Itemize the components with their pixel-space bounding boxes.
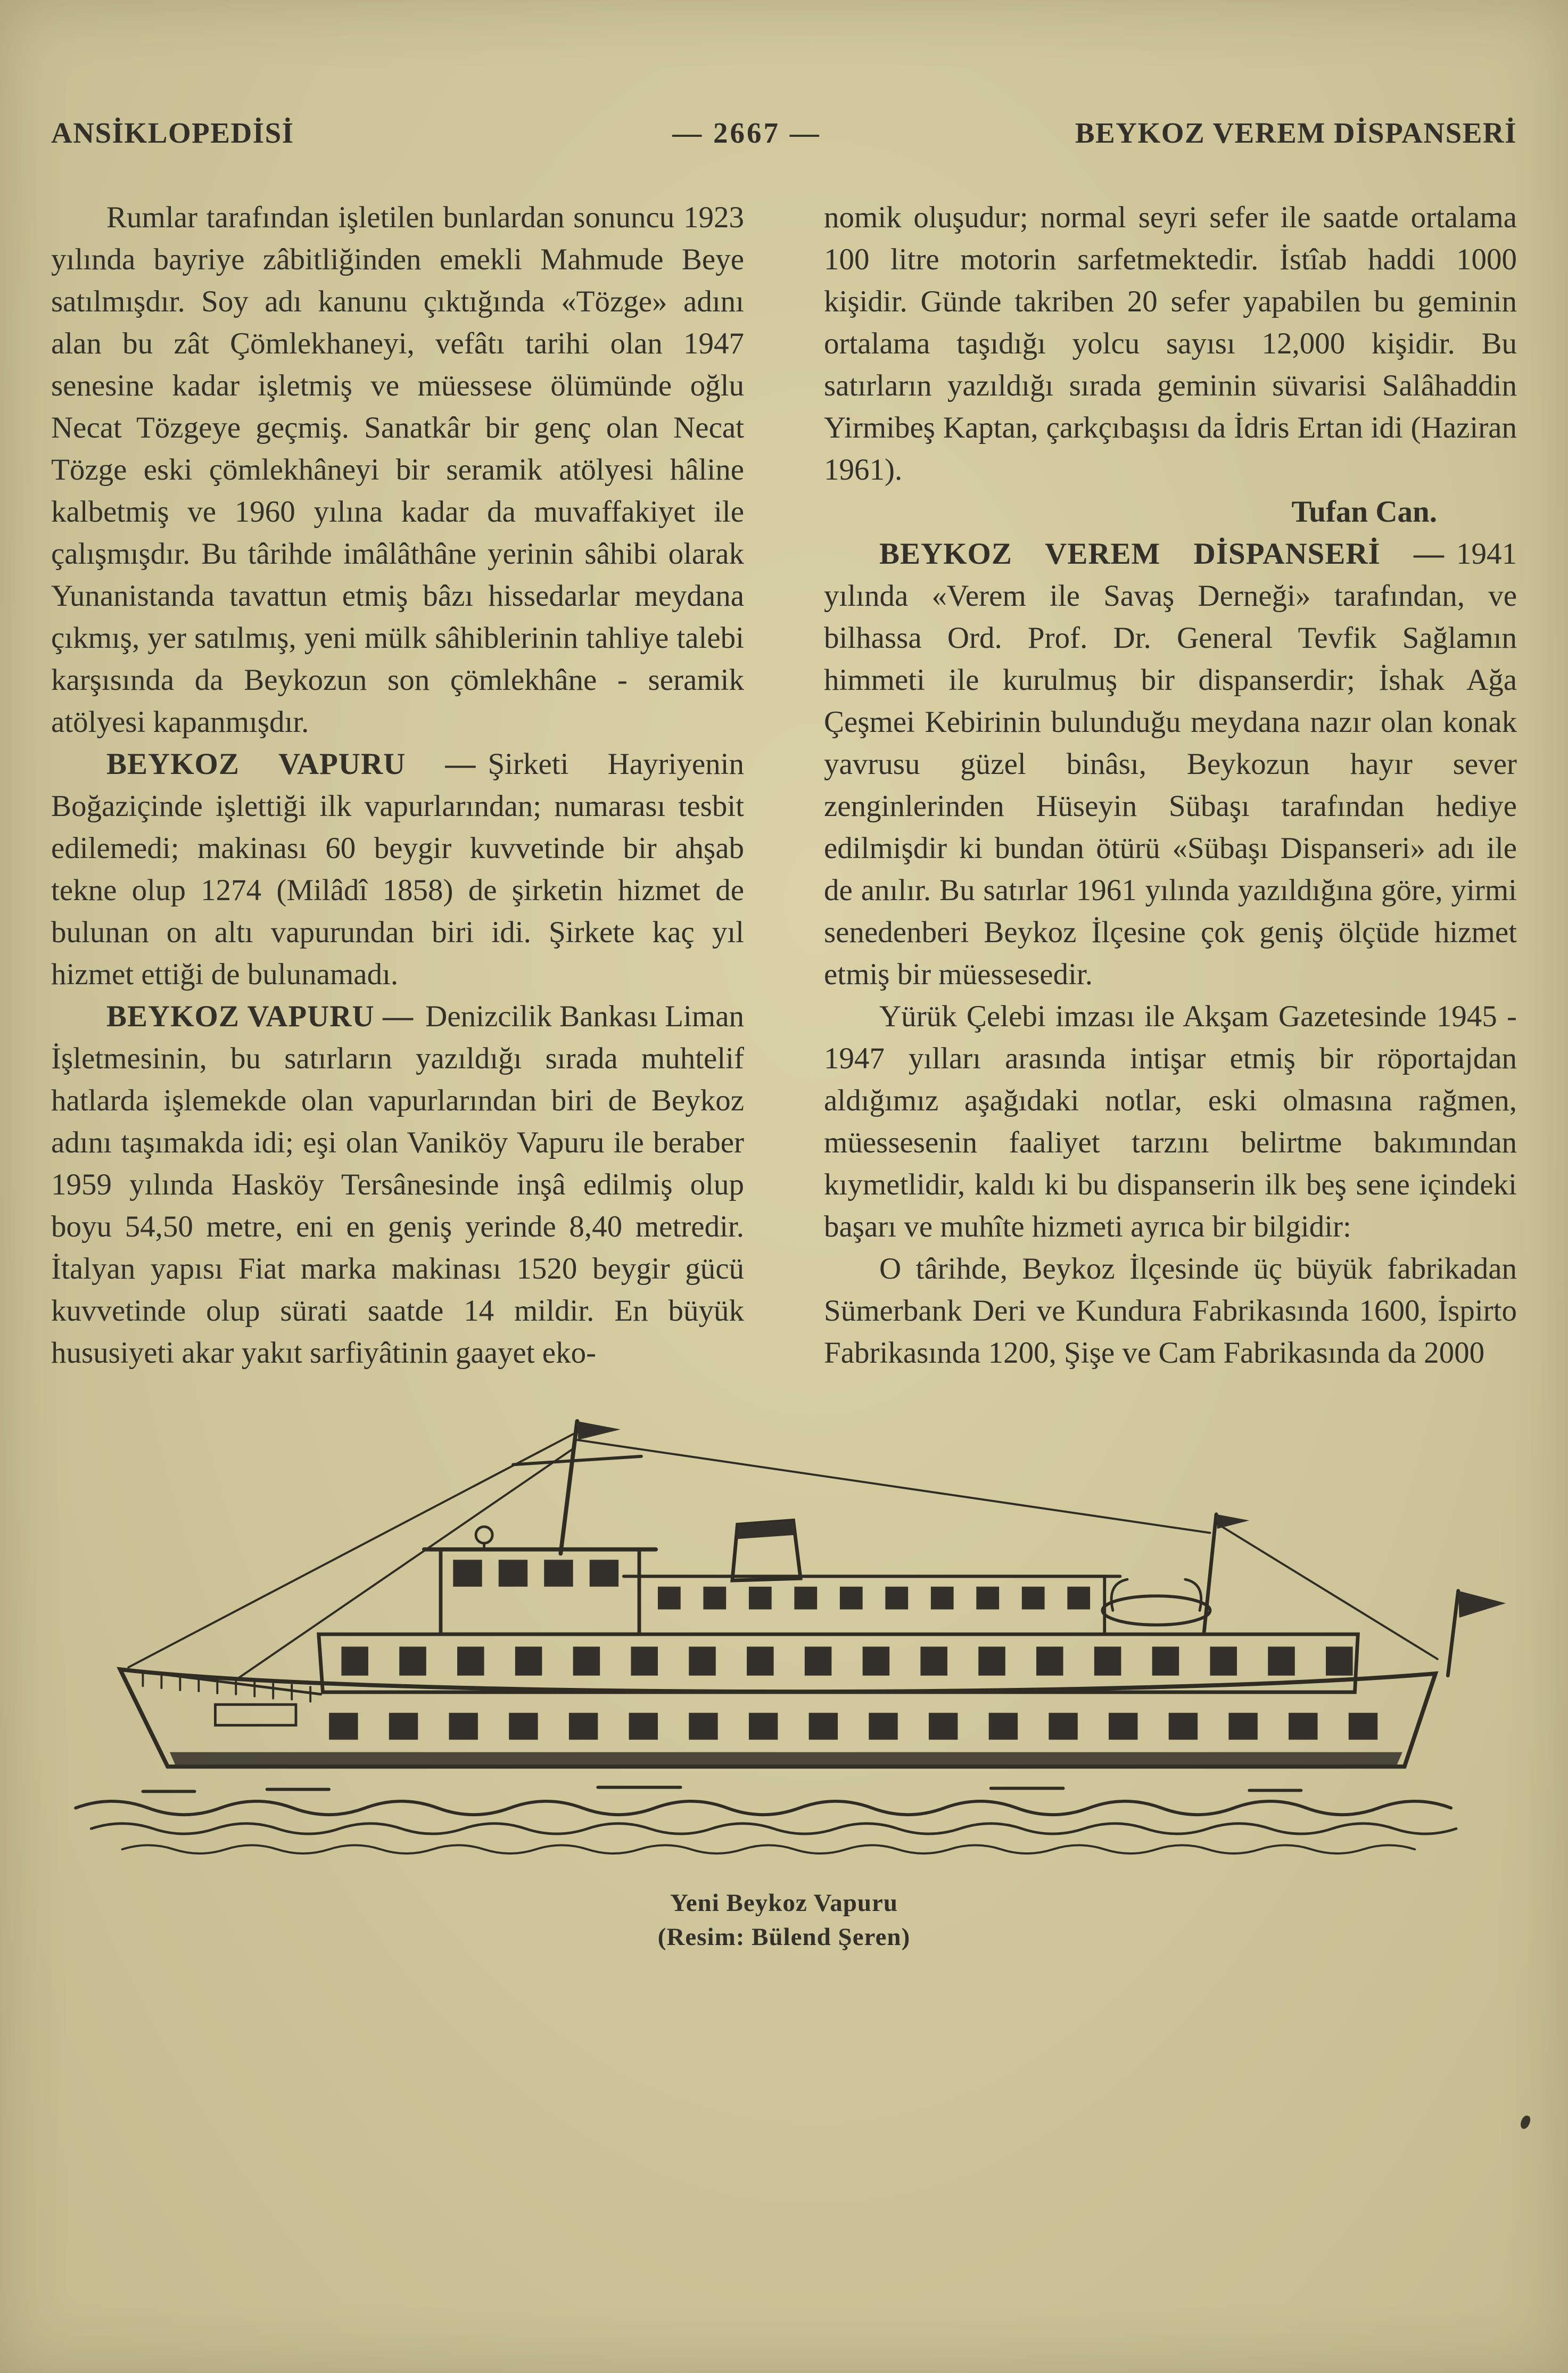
page-number: — 2667 — (672, 117, 821, 149)
upper-deck-cabin (624, 1576, 1120, 1634)
left-column (51, 196, 744, 1374)
stern-flag (1448, 1591, 1506, 1676)
figure-caption-credit: (Resim: Bülend Şeren) (657, 1923, 911, 1951)
funnel (732, 1520, 800, 1580)
paragraph-beykoz-vapuru-2 (51, 995, 744, 1374)
paragraph-beykoz-vapuru-1 (51, 743, 744, 995)
main-cabin-windows (341, 1646, 1352, 1675)
hull-portholes (329, 1713, 1377, 1740)
entry-title-beykoz-vapuru-1: BEYKOZ VAPURU — (106, 747, 476, 781)
paragraph-verem-dispanseri (824, 533, 1517, 995)
bow-nameplate (215, 1704, 296, 1725)
paragraph-continuation: nomik oluşudur; normal seyri sefer ile saatde ortalama 100 litre motorin sarfetmektedir. İstîab haddi 1000 kişidir. Günde takriben 20 sefer yapabilen bu geminin ortalama taşıdığı yolcu sayısı 12,000 kişidir. Bu satırların yazıldığı sırada geminin süvarisi Salâhaddin Yirmibeş Kaptan, çarkçıbaşısı da İdris Ertan idi (Haziran 1961). (824, 201, 1517, 487)
foremast (513, 1421, 641, 1554)
entry-text-verem-dispanseri: 1941 yılında «Verem ile Savaş Derneği» tarafından, ve bilhassa Ord. Prof. Dr. General Tevfik Sağlamın himmeti ile kurulmuş bir dispanserdir; İshak Ağa Çeşmei Kebirinin bulunduğu meydana nazır olan konak yavrusu güzel binâsı, Beykozun hayır sever zenginlerinden Hüseyin Sübaşı tarafından hediye edilmişdir ki bundan ötürü «Sübaşı Dispanseri» adı ile de anılır. Bu satırlar 1961 yılında yazıldığına göre, yirmi senedenberi Beykoz İlçesine çok geniş ölçüde hizmet etmiş bir müessesedir. (824, 537, 1517, 991)
running-head-right: BEYKOZ VEREM DİSPANSERİ (1075, 117, 1517, 149)
rigging (128, 1433, 1210, 1679)
bridge (424, 1527, 656, 1634)
ship-figure (0, 1398, 1568, 1954)
entry-text-beykoz-vapuru-2: Denizcilik Bankası Liman İşletmesinin, bu satırların yazıldığı sırada muhtelif hatlarda işlemekde olan vapurlarından biri de Beykoz adını taşımakda idi; eşi olan Vaniköy Vapuru ile beraber 1959 yılında Hasköy Tersânesinde inşâ edilmiş olup boyu 54,50 metre, eni en geniş yerinde 8,40 metredir. İtalyan yapısı Fiat marka makinası 1520 beygir gücü kuvvetinde olup sürati saatde 14 mildir. En büyük hususiyeti akar yakıt sarfiyâtinin gaayet eko- (51, 1000, 744, 1370)
figure-caption (0, 1886, 1568, 1954)
ship-illustration (60, 1398, 1508, 1874)
text-columns (0, 196, 1568, 1374)
lifeboat (1102, 1579, 1210, 1625)
water-lines (76, 1787, 1456, 1853)
entry-title-verem-dispanseri: BEYKOZ VEREM DİSPANSERİ — (879, 537, 1445, 571)
figure-caption-title: Yeni Beykoz Vapuru (670, 1889, 898, 1917)
aftmast (1204, 1514, 1438, 1659)
page-header (0, 0, 1568, 150)
paragraph-fabrikalar: O târihde, Beykoz İlçesinde üç büyük fabrikadan Sümerbank Deri ve Kundura Fabrikasında 1600, İspirto Fabrikasında 1200, Şişe ve Cam Fabrikasında da 2000 (824, 1252, 1517, 1370)
paragraph-comlekhane: Rumlar tarafından işletilen bunlardan sonuncu 1923 yılında bayriye zâbitliğinden emekli Mahmude Beye satılmışdır. Soy adı kanunu çıktığında «Tözge» adını alan bu zât Çömlekhaneyi, vefâtı tarihi olan 1947 senesine kadar işletmiş ve müessese ölümünde oğlu Necat Tözgeye geçmiş. Sanatkâr bir genç olan Necat Tözge eski çömlekhâneyi bir seramik atölyesi hâline kalbetmiş ve 1960 yılına kadar da muvaffakiyet ile çalışmışdır. Bu târihde imâlâthâne yerinin sâhibi olarak Yunanistanda tavattun etmiş bâzı hissedarlar meydana çıkmış, yer satılmış, yeni mülk sâhiblerinin tahliye talebi karşısında da Beykozun son çömlekhâne - seramik atölyesi kapanmışdır. (51, 201, 744, 739)
ink-speck (1519, 2114, 1531, 2130)
running-head-left: ANSİKLOPEDİSİ (51, 117, 294, 149)
paragraph-roportaj: Yürük Çelebi imzası ile Akşam Gazetesinde 1945 - 1947 yılları arasında intişar etmiş bir röportajdan aldığımız aşağıdaki notlar, eski olmasına rağmen, müessesenin faaliyet tarzını belirtme bakımından kıymetlidir, kaldı ki bu dispanserin ilk beş sene içindeki başarı ve muhîte hizmeti ayrıca bir bilgidir: (824, 1000, 1517, 1243)
bridge-windows (453, 1560, 618, 1587)
main-deck-cabin (319, 1634, 1358, 1692)
upper-cabin-windows (658, 1587, 1090, 1610)
entry-text-beykoz-vapuru-1: Şirketi Hayriyenin Boğaziçinde işlettiği ilk vapurlarından; numarası tesbit edilemedi; makinası 60 beygir kuvvetinde bir ahşab tekne olup 1274 (Milâdî 1858) de şirketin hizmet de bulunan on altı vapurundan biri idi. Şirkete kaç yıl hizmet ettiği de bulunamadı. (51, 747, 744, 991)
entry-title-beykoz-vapuru-2: BEYKOZ VAPURU — (106, 1000, 414, 1033)
right-column (824, 196, 1517, 1374)
author-signature: Tufan Can. (1291, 495, 1437, 529)
